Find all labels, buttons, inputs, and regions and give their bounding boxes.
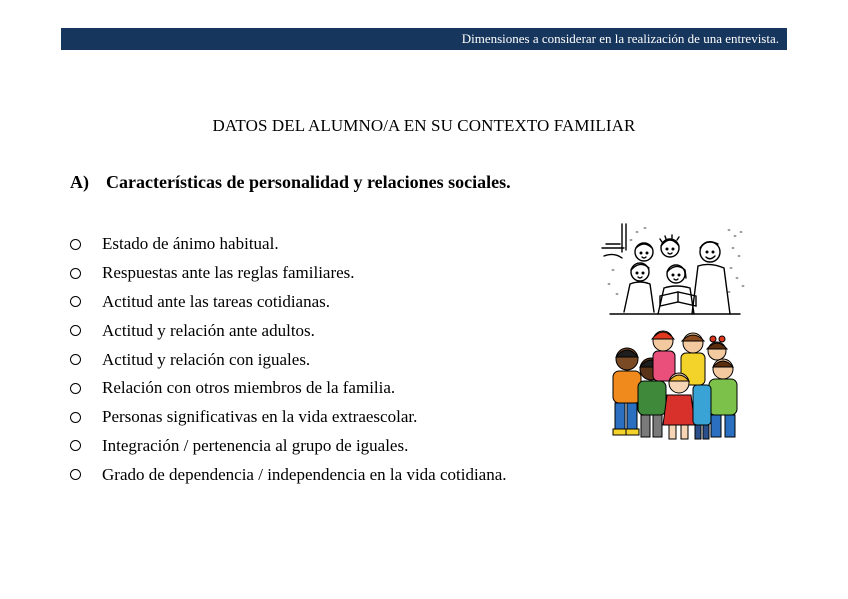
list-item [70,259,507,288]
section-heading-text: Características de personalidad y relaciones sociales. [106,172,511,192]
family-reading-drawing-icon [600,222,750,318]
circle-bullet-icon [70,440,81,451]
section-letter: A) [70,172,89,192]
circle-bullet-icon [70,268,81,279]
list-item-label: Respuestas ante las reglas familiares. [102,263,355,283]
list-item [70,460,507,489]
circle-bullet-icon [70,239,81,250]
list-item-label: Actitud y relación con iguales. [102,349,311,369]
circle-bullet-icon [70,354,81,365]
list-item-label: Actitud y relación ante adultos. [102,320,315,340]
circle-bullet-icon [70,383,81,394]
list-item-label: Actitud ante las tareas cotidianas. [102,291,330,311]
list-item [70,432,507,461]
list-item [70,288,507,317]
circle-bullet-icon [70,412,81,423]
page-title: DATOS DEL ALUMNO/A EN SU CONTEXTO FAMILIAR [212,116,636,135]
section-heading [70,172,511,193]
list-item-label: Estado de ánimo habitual. [102,234,279,254]
list-item-label: Integración / pertenencia al grupo de iguales. [102,435,409,455]
list-item-label: Relación con otros miembros de la familia. [102,378,396,398]
group-of-children-illustration-icon [605,325,745,445]
list-item [70,345,507,374]
list-item [70,403,507,432]
list-item [70,230,507,259]
list-item [70,316,507,345]
bullet-list [70,230,507,489]
list-item-label: Personas significativas en la vida extraescolar. [102,407,418,427]
circle-bullet-icon [70,296,81,307]
circle-bullet-icon [70,325,81,336]
circle-bullet-icon [70,469,81,480]
list-item [70,374,507,403]
list-item-label: Grado de dependencia / independencia en la vida cotidiana. [102,464,507,484]
header-text: Dimensiones a considerar en la realización de una entrevista. [461,31,779,46]
header-bar [61,28,787,50]
